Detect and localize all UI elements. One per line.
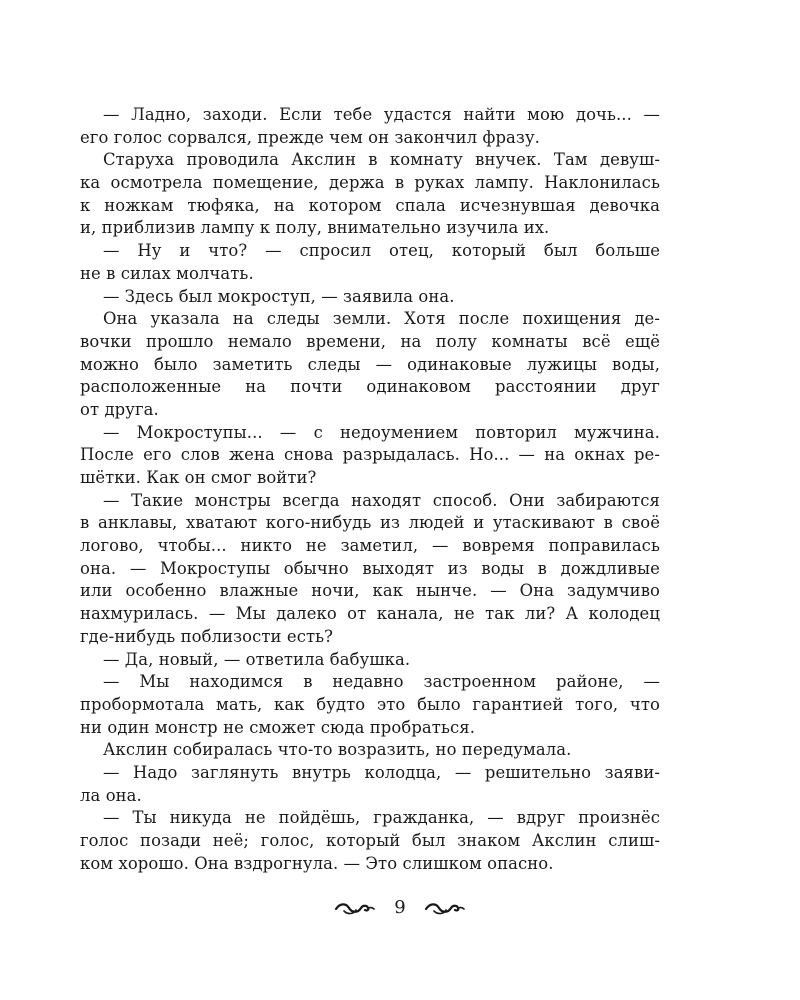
text-line: — Мокроступы... — с недоумением повторил мужчина. (103, 422, 660, 442)
text-line: шётки. Как он смог войти? (80, 468, 317, 487)
text-line: или особенно влажные ночи, как нынче. — Она задумчиво (80, 581, 660, 601)
text-line: — Ладно, заходи. Если тебе удастся найти мою дочь... — (103, 105, 660, 124)
text-line: и, приблизив лампу к полу, внимательно изучила их. (80, 218, 550, 238)
text-line: ла она. (80, 785, 142, 805)
text-line: нахмурилась. — Мы далеко от канала, не так ли? А колодец (80, 604, 660, 624)
text-line: можно было заметить следы — одинаковые лужицы воды, (80, 354, 660, 374)
text-line: — Да, новый, — ответила бабушка. (103, 649, 411, 669)
text-line: Акслин собиралась что-то возразить, но передумала. (103, 740, 572, 760)
text-line: в анклавы, хватают кого-нибудь из людей и утаскивают в своё (80, 513, 660, 533)
text-line: его голос сорвался, прежде чем он закончил фразу. (80, 127, 540, 147)
text-line: — Мы находимся в недавно застроенном районе, — (103, 672, 660, 692)
text-line: где-нибудь поблизости есть? (80, 626, 334, 646)
text-line: от друга. (80, 399, 159, 419)
text-line: не в силах молчать. (80, 263, 254, 283)
left-swirl-ornament-icon (334, 900, 376, 916)
text-line: голос позади неё; голос, который был знаком Акслин слиш- (80, 831, 660, 850)
right-swirl-ornament-icon (424, 900, 466, 916)
page-body (80, 104, 660, 875)
text-line: она. — Мокроступы обычно выходят из воды в дождливые (80, 558, 660, 578)
text-line: Старуха проводила Акслин в комнату внучек. Там девуш- (103, 150, 660, 170)
page-footer (0, 896, 800, 920)
text-line: ком хорошо. Она вздрогнула. — Это слишком опасно. (80, 853, 554, 873)
text-line: вочки прошло немало времени, на полу комнаты всё ещё (80, 331, 660, 351)
text-line: расположенные на почти одинаковом расстоянии друг (80, 377, 660, 397)
text-line: к ножкам тюфяка, на котором спала исчезнувшая девочка (80, 195, 660, 215)
text-line: — Здесь был мокроступ, — заявила она. (103, 286, 455, 306)
text-line: логово, чтобы... никто не заметил, — вовремя поправилась (80, 536, 660, 556)
text-line: пробормотала мать, как будто это было гарантией того, что (80, 694, 660, 714)
text-line: ка осмотрела помещение, держа в руках лампу. Наклонилась (80, 173, 660, 193)
text-line: После его слов жена снова разрыдалась. Но... — на окнах ре- (80, 445, 660, 465)
text-line: ни один монстр не сможет сюда пробраться. (80, 717, 476, 737)
text-line: Она указала на следы земли. Хотя после похищения де- (103, 309, 660, 329)
text-line: — Ты никуда не пойдёшь, гражданка, — вдруг произнёс (103, 808, 660, 828)
text-line: — Надо заглянуть внутрь колодца, — решительно заяви- (103, 762, 660, 782)
text-line: — Такие монстры всегда находят способ. Они забираются (103, 490, 660, 510)
text-line: — Ну и что? — спросил отец, который был больше (103, 241, 660, 261)
page-number: 9 (394, 897, 406, 918)
